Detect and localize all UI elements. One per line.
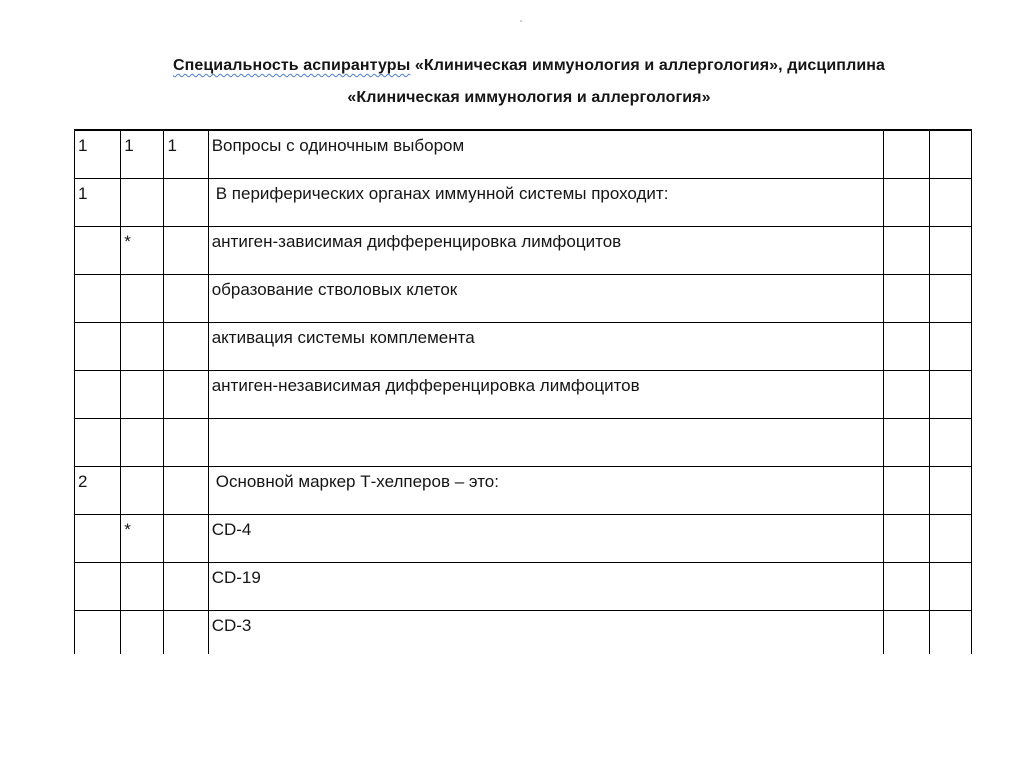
cell-text	[208, 419, 884, 467]
cell-marker	[121, 467, 164, 515]
cell-type	[164, 275, 208, 323]
cell-number	[75, 419, 121, 467]
cell-blank	[884, 467, 929, 515]
cell-text: антиген-независимая дифференцировка лимфоцитов	[208, 371, 884, 419]
cell-number	[75, 371, 121, 419]
cell-blank	[929, 563, 971, 611]
cell-marker	[121, 323, 164, 371]
cell-number: 1	[75, 179, 121, 227]
cell-blank	[929, 275, 971, 323]
title-underlined-part: Специальность аспирантуры	[172, 57, 411, 74]
table-row	[75, 275, 972, 323]
cell-blank	[884, 179, 929, 227]
cell-marker: *	[121, 227, 164, 275]
cell-number	[75, 563, 121, 611]
cell-marker: 1	[121, 131, 164, 179]
cell-text: CD-4	[208, 515, 884, 563]
questions-table-wrapper	[74, 129, 972, 654]
cell-blank	[884, 227, 929, 275]
cell-blank	[929, 371, 971, 419]
cell-number: 1	[75, 131, 121, 179]
cell-blank	[929, 131, 971, 179]
cell-marker: *	[121, 515, 164, 563]
cell-blank	[884, 563, 929, 611]
cell-blank	[929, 323, 971, 371]
table-row	[75, 419, 972, 467]
cell-number	[75, 611, 121, 655]
cell-marker	[121, 275, 164, 323]
cell-number	[75, 515, 121, 563]
page-title-line-1	[60, 57, 998, 75]
cell-text: Вопросы с одиночным выбором	[208, 131, 884, 179]
cell-text: Основной маркер Т-хелперов – это:	[208, 467, 884, 515]
cell-text: образование стволовых клеток	[208, 275, 884, 323]
cell-text: антиген-зависимая дифференцировка лимфоцитов	[208, 227, 884, 275]
cell-marker	[121, 611, 164, 655]
page-title-line-2: «Клиническая иммунология и аллергология»	[347, 89, 711, 106]
table-row	[75, 323, 972, 371]
cell-blank	[884, 371, 929, 419]
cell-type	[164, 563, 208, 611]
cell-blank	[884, 515, 929, 563]
cell-type	[164, 611, 208, 655]
table-row	[75, 131, 972, 179]
cell-text: активация системы комплемента	[208, 323, 884, 371]
cell-number	[75, 323, 121, 371]
cell-number: 2	[75, 467, 121, 515]
cell-marker	[121, 371, 164, 419]
cell-text: CD-3	[208, 611, 884, 655]
cell-blank	[929, 611, 971, 655]
table-row	[75, 611, 972, 655]
questions-table	[74, 130, 972, 654]
table-row	[75, 515, 972, 563]
cell-blank	[884, 131, 929, 179]
title-rest: «Клиническая иммунология и аллергология», дисциплина	[410, 57, 886, 74]
cell-blank	[929, 515, 971, 563]
cell-type	[164, 419, 208, 467]
cell-blank	[929, 419, 971, 467]
cell-text: В периферических органах иммунной системы проходит:	[208, 179, 884, 227]
cell-type: 1	[164, 131, 208, 179]
cell-blank	[929, 179, 971, 227]
cell-blank	[929, 467, 971, 515]
cell-blank	[884, 419, 929, 467]
cell-blank	[884, 275, 929, 323]
table-row	[75, 227, 972, 275]
cell-blank	[884, 611, 929, 655]
cell-text: CD-19	[208, 563, 884, 611]
cell-marker	[121, 179, 164, 227]
cell-blank	[884, 323, 929, 371]
cell-marker	[121, 563, 164, 611]
cell-type	[164, 227, 208, 275]
cell-type	[164, 179, 208, 227]
cell-type	[164, 371, 208, 419]
cell-number	[75, 227, 121, 275]
cell-number	[75, 275, 121, 323]
cell-type	[164, 515, 208, 563]
table-row	[75, 179, 972, 227]
cell-marker	[121, 419, 164, 467]
cell-blank	[929, 227, 971, 275]
stray-dot	[520, 20, 522, 22]
cell-type	[164, 467, 208, 515]
table-row	[75, 467, 972, 515]
cell-type	[164, 323, 208, 371]
table-row	[75, 563, 972, 611]
table-row	[75, 371, 972, 419]
